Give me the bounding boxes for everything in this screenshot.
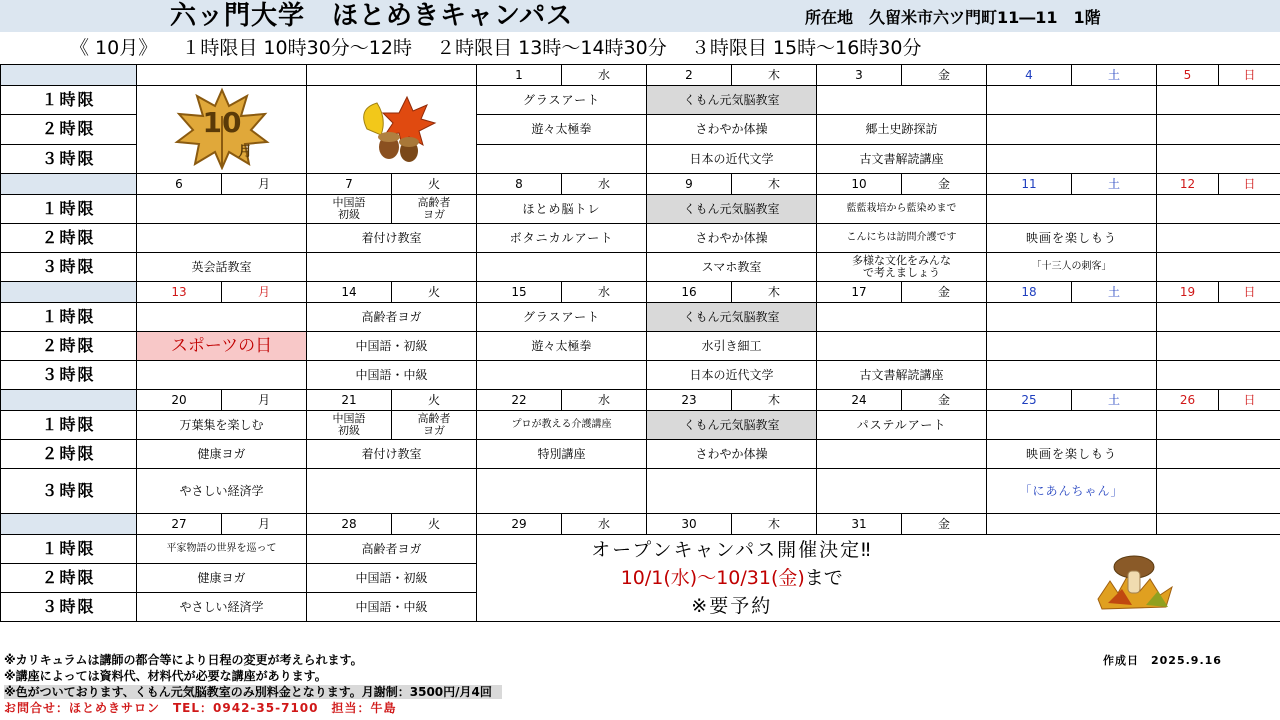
period-label: ２時限	[1, 332, 137, 361]
empty-cell	[987, 361, 1157, 390]
empty-cell	[817, 86, 987, 115]
holiday-cell: スポーツの日	[137, 332, 307, 361]
page-title: 六ッ門大学 ほとめきキャンパス	[170, 1, 574, 31]
date-num: 13	[137, 282, 222, 303]
empty-cell	[817, 332, 987, 361]
class-cell: やさしい経済学	[137, 593, 307, 622]
class-cell: 英会話教室	[137, 253, 307, 282]
week3-p3	[1, 361, 1280, 390]
date-num: 18	[987, 282, 1072, 303]
class-cell: 中国語 初級	[307, 411, 392, 440]
corner-cell	[1, 174, 137, 195]
weekday: 木	[732, 282, 817, 303]
weekday: 金	[902, 514, 987, 535]
class-cell: 「にあんちゃん」	[987, 469, 1157, 514]
date-num: 10	[817, 174, 902, 195]
class-cell: 日本の近代文学	[647, 144, 817, 173]
class-cell: グラスアート	[477, 303, 647, 332]
autumn-leaves-icon	[347, 89, 437, 167]
empty-cell	[1157, 332, 1280, 361]
class-cell: さわやか体操	[647, 115, 817, 144]
weekday: 金	[902, 282, 987, 303]
period-label: ３時限	[1, 361, 137, 390]
month-label: 《 10月》	[70, 37, 158, 59]
empty-cell	[137, 65, 307, 86]
weekday: 土	[1072, 65, 1157, 86]
weekday: 日	[1219, 282, 1280, 303]
corner-cell	[1, 65, 137, 86]
period-label: １時限	[1, 86, 137, 115]
schedule-table	[0, 64, 1280, 622]
empty-cell	[307, 469, 477, 514]
weekday: 金	[902, 390, 987, 411]
class-cell: こんにちは訪問介護です	[817, 224, 987, 253]
class-cell: 中国語・初級	[307, 332, 477, 361]
date-num: 21	[307, 390, 392, 411]
period-label: ２時限	[1, 224, 137, 253]
period-times	[70, 34, 921, 62]
class-cell: 中国語・初級	[307, 564, 477, 593]
weekday: 土	[1072, 390, 1157, 411]
class-cell: 古文書解読講座	[817, 361, 987, 390]
period-label: １時限	[1, 303, 137, 332]
date-num: 31	[817, 514, 902, 535]
period2-time: ２時限目 13時～14時30分	[436, 37, 667, 59]
empty-cell	[987, 86, 1157, 115]
empty-cell	[817, 469, 987, 514]
weekday: 木	[732, 65, 817, 86]
class-cell: 着付け教室	[307, 440, 477, 469]
class-cell: くもん元気脳教室	[647, 303, 817, 332]
note-3: ※色がついております、くもん元気脳教室のみ別料金となります。月謝制：3500円/月4回	[4, 685, 502, 699]
empty-cell	[647, 469, 817, 514]
mushroom-image	[987, 535, 1280, 622]
week4-p2	[1, 440, 1280, 469]
empty-cell	[137, 361, 307, 390]
class-cell: 健康ヨガ	[137, 440, 307, 469]
empty-cell	[987, 144, 1157, 173]
date-num: 20	[137, 390, 222, 411]
date-num: 8	[477, 174, 562, 195]
period-label: ３時限	[1, 144, 137, 173]
corner-cell	[1, 282, 137, 303]
weekday: 火	[392, 390, 477, 411]
week1-p1	[1, 86, 1280, 115]
class-cell: 中国語・中級	[307, 593, 477, 622]
class-cell: 遊々太極拳	[477, 115, 647, 144]
week4-p1	[1, 411, 1280, 440]
class-cell: グラスアート	[477, 86, 647, 115]
date-num: 15	[477, 282, 562, 303]
class-cell: 高齢者 ヨガ	[392, 195, 477, 224]
period-label: ２時限	[1, 115, 137, 144]
date-num: 25	[987, 390, 1072, 411]
date-num: 24	[817, 390, 902, 411]
date-num: 7	[307, 174, 392, 195]
weekday: 金	[902, 174, 987, 195]
date-num: 17	[817, 282, 902, 303]
date-num: 6	[137, 174, 222, 195]
empty-cell	[987, 514, 1157, 535]
class-cell: 日本の近代文学	[647, 361, 817, 390]
empty-cell	[1157, 514, 1280, 535]
period-label: ３時限	[1, 593, 137, 622]
empty-cell	[1157, 411, 1280, 440]
open-campus-title: オープンキャンパス開催決定‼	[591, 539, 873, 561]
weekday: 月	[222, 390, 307, 411]
empty-cell	[137, 224, 307, 253]
weekday: 水	[562, 514, 647, 535]
class-cell: くもん元気脳教室	[647, 195, 817, 224]
date-num: 1	[477, 65, 562, 86]
empty-cell	[1157, 361, 1280, 390]
empty-cell	[1157, 224, 1280, 253]
class-cell: 高齢者ヨガ	[307, 535, 477, 564]
open-campus-range: 10/1(水)～10/31(金)	[620, 567, 805, 589]
class-cell: 映画を楽しもう	[987, 440, 1157, 469]
period-label: ２時限	[1, 564, 137, 593]
empty-cell	[1157, 144, 1280, 173]
class-cell: 遊々太極拳	[477, 332, 647, 361]
weekday: 日	[1219, 65, 1280, 86]
date-num: 9	[647, 174, 732, 195]
date-num: 14	[307, 282, 392, 303]
class-cell: やさしい経済学	[137, 469, 307, 514]
svg-text:10: 10	[202, 106, 241, 139]
empty-cell	[137, 195, 307, 224]
note-2: ※講座によっては資料代、材料代が必要な講座があります。	[4, 669, 327, 683]
weekday: 月	[222, 282, 307, 303]
week4-p3	[1, 469, 1280, 514]
date-num: 11	[987, 174, 1072, 195]
date-num: 12	[1157, 174, 1219, 195]
class-cell: 着付け教室	[307, 224, 477, 253]
class-cell: 中国語 初級	[307, 195, 392, 224]
class-cell: スマホ教室	[647, 253, 817, 282]
period-label: ３時限	[1, 253, 137, 282]
week2-date-row	[1, 174, 1280, 195]
weekday: 日	[1219, 174, 1280, 195]
class-cell: 多様な文化をみんな で考えましょう	[817, 253, 987, 282]
class-cell: 「十三人の刺客」	[987, 253, 1157, 282]
weekday: 火	[392, 174, 477, 195]
week5-p1	[1, 535, 1280, 564]
class-cell: ボタニカルアート	[477, 224, 647, 253]
date-num: 19	[1157, 282, 1219, 303]
class-cell: 中国語・中級	[307, 361, 477, 390]
week5-date-row	[1, 514, 1280, 535]
period-label: ３時限	[1, 469, 137, 514]
empty-cell	[477, 469, 647, 514]
empty-cell	[987, 195, 1157, 224]
empty-cell	[1157, 303, 1280, 332]
class-cell: 映画を楽しもう	[987, 224, 1157, 253]
week3-p2	[1, 332, 1280, 361]
empty-cell	[987, 303, 1157, 332]
autumn-leaves-image	[307, 86, 477, 174]
class-cell: 郷土史跡探訪	[817, 115, 987, 144]
corner-cell	[1, 514, 137, 535]
empty-cell	[1157, 440, 1280, 469]
class-cell: ほとめ脳トレ	[477, 195, 647, 224]
week1-date-row	[1, 65, 1280, 86]
week2-p2	[1, 224, 1280, 253]
period3-time: ３時限目 15時～16時30分	[690, 37, 922, 59]
empty-cell	[137, 303, 307, 332]
period-label: １時限	[1, 195, 137, 224]
weekday: 土	[1072, 282, 1157, 303]
date-num: 16	[647, 282, 732, 303]
weekday: 木	[732, 514, 817, 535]
class-cell: 特別講座	[477, 440, 647, 469]
open-campus-dates	[477, 563, 987, 593]
class-cell: 平家物語の世界を巡って	[137, 535, 307, 564]
weekday: 月	[222, 514, 307, 535]
weekday: 火	[392, 514, 477, 535]
weekday: 水	[562, 282, 647, 303]
class-cell: 高齢者 ヨガ	[392, 411, 477, 440]
class-cell: 藍藍栽培から藍染めまで	[817, 195, 987, 224]
date-num: 23	[647, 390, 732, 411]
date-num: 22	[477, 390, 562, 411]
class-cell: 健康ヨガ	[137, 564, 307, 593]
weekday: 金	[902, 65, 987, 86]
empty-cell	[817, 440, 987, 469]
week4-date-row	[1, 390, 1280, 411]
footer-notes	[4, 652, 502, 716]
empty-cell	[1157, 115, 1280, 144]
empty-cell	[477, 253, 647, 282]
empty-cell	[817, 303, 987, 332]
contact-info: お問合せ：ほとめきサロン TEL：0942-35-7100 担当：牛島	[4, 701, 397, 715]
class-cell: パステルアート	[817, 411, 987, 440]
period-label: １時限	[1, 411, 137, 440]
open-campus-notice	[477, 535, 987, 622]
empty-cell	[1157, 195, 1280, 224]
class-cell: くもん元気脳教室	[647, 411, 817, 440]
date-num: 30	[647, 514, 732, 535]
weekday: 火	[392, 282, 477, 303]
weekday: 水	[562, 65, 647, 86]
address: 所在地 久留米市六ツ門町11―11 1階	[805, 8, 1101, 27]
weekday: 水	[562, 174, 647, 195]
open-campus-reservation: ※要予約	[691, 595, 773, 617]
class-cell: くもん元気脳教室	[647, 86, 817, 115]
october-leaf-image	[137, 86, 307, 174]
weekday: 木	[732, 174, 817, 195]
week2-p1	[1, 195, 1280, 224]
class-cell: さわやか体操	[647, 224, 817, 253]
weekday: 水	[562, 390, 647, 411]
period-label: １時限	[1, 535, 137, 564]
date-num: 29	[477, 514, 562, 535]
note-1: ※カリキュラムは講師の都合等により日程の変更が考えられます。	[4, 653, 363, 667]
created-date: 作成日 2025.9.16	[1103, 654, 1222, 667]
class-cell: プロが教える介護講座	[477, 411, 647, 440]
empty-cell	[987, 332, 1157, 361]
date-num: 4	[987, 65, 1072, 86]
weekday: 日	[1219, 390, 1280, 411]
empty-cell	[1157, 86, 1280, 115]
empty-cell	[307, 253, 477, 282]
period-label: ２時限	[1, 440, 137, 469]
header-bar	[0, 0, 1280, 32]
date-num: 28	[307, 514, 392, 535]
class-cell: 古文書解読講座	[817, 144, 987, 173]
date-num: 27	[137, 514, 222, 535]
empty-cell	[477, 144, 647, 173]
corner-cell	[1, 390, 137, 411]
weekday: 土	[1072, 174, 1157, 195]
empty-cell	[1157, 469, 1280, 514]
svg-text:月: 月	[237, 144, 252, 160]
class-cell: 水引き細工	[647, 332, 817, 361]
date-num: 26	[1157, 390, 1219, 411]
period1-time: １時限目 10時30分～12時	[181, 37, 412, 59]
open-campus-made: まで	[804, 567, 843, 589]
date-num: 3	[817, 65, 902, 86]
empty-cell	[477, 361, 647, 390]
class-cell: 高齢者ヨガ	[307, 303, 477, 332]
empty-cell	[307, 65, 477, 86]
week3-p1	[1, 303, 1280, 332]
weekday: 木	[732, 390, 817, 411]
empty-cell	[987, 411, 1157, 440]
maple-leaf-icon	[167, 86, 277, 170]
weekday: 月	[222, 174, 307, 195]
class-cell: 万葉集を楽しむ	[137, 411, 307, 440]
empty-cell	[1157, 253, 1280, 282]
date-num: 2	[647, 65, 732, 86]
week3-date-row	[1, 282, 1280, 303]
mushroom-leaves-icon	[1088, 541, 1178, 613]
date-num: 5	[1157, 65, 1219, 86]
week2-p3	[1, 253, 1280, 282]
empty-cell	[987, 115, 1157, 144]
class-cell: さわやか体操	[647, 440, 817, 469]
